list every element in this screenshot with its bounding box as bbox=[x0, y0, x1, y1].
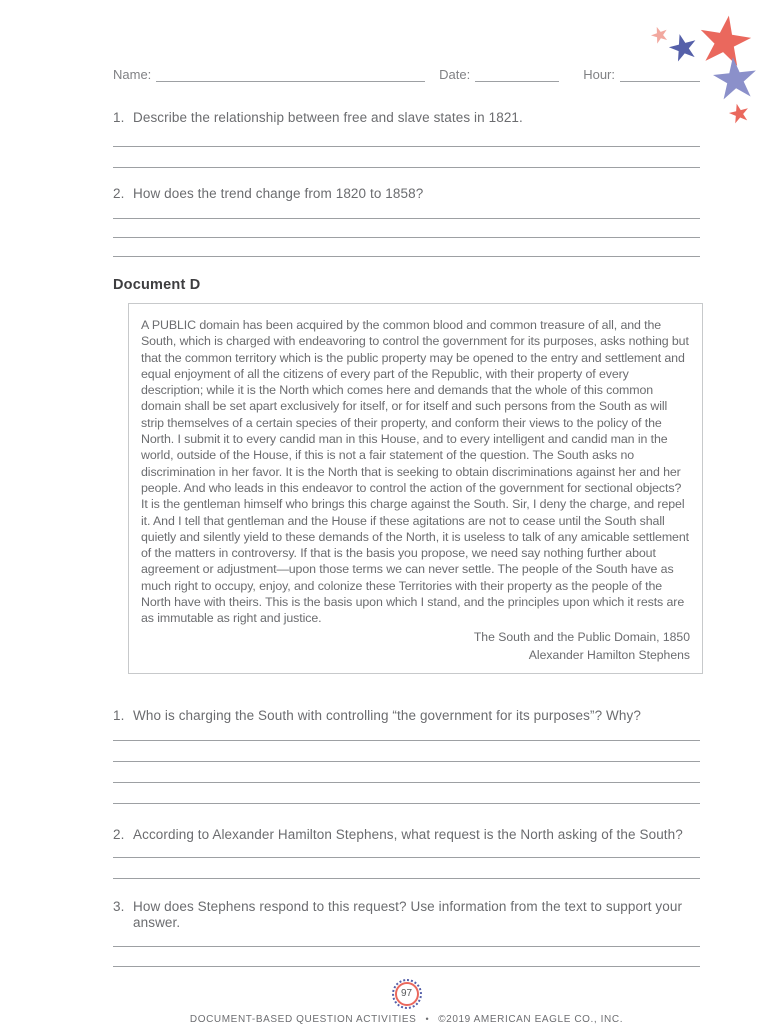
document-body-text: A PUBLIC domain has been acquired by the common blood and common treasure of all, and the South, which is charged with endeavoring to control the government for its purposes, asks nothing but that the common territory which is the public property may be opened to the entry and settlement and equal enjoyment of all the citizens of every part of the Republic, with their property of every description; while it is the North which comes here and demands that the whole of this common domain shall be set apart exclusively for itself, or for itself and such persons from the South as will strip themselves of a certain species of their property, and conform their views to the policy of the North. I submit it to every candid man in this House, and to every intelligent and candid man in the world, outside of the House, if this is not a fair statement of the question. The South asks no discrimination in her favor. It is the North that is seeking to obtain discriminations against her and her people. And who leads in this endeavor to control the action of the government for sectional objects? It is the gentleman himself who brings this charge against the South. Sir, I deny the charge, and repel it. And I tell that gentleman and the House if these agitations are not to cease until the South shall quietly and silently yield to these demands of the North, it is useless to talk of any amicable settlement of the matters in controversy. If that is the basis you propose, we need say nothing further about agreement or adjustment—upon those terms we can never settle. The people of the South have as much right to occupy, enjoy, and colonize these Territories with their property as the people of the North have with theirs. This is the basis upon which I stand, and the principles upon which it rests are as immutable as right and justice. bbox=[141, 318, 689, 626]
question-doc-3 bbox=[113, 899, 700, 931]
document-heading: Document D bbox=[113, 277, 201, 293]
answer-line bbox=[113, 783, 700, 804]
worksheet-content bbox=[113, 0, 700, 1025]
footer-series-label: DOCUMENT-BASED QUESTION ACTIVITIES bbox=[189, 1013, 417, 1025]
footer-copyright: ©2019 AMERICAN EAGLE CO., INC. bbox=[438, 1013, 624, 1025]
document-attribution-source: The South and the Public Domain, 1850 bbox=[473, 629, 690, 644]
header-fill-in-row bbox=[113, 66, 700, 82]
answer-line bbox=[113, 931, 700, 947]
answer-line bbox=[113, 947, 700, 967]
answer-line bbox=[113, 219, 700, 238]
star-icon bbox=[727, 101, 751, 125]
answer-line bbox=[113, 126, 700, 147]
name-label: Name: bbox=[113, 67, 152, 82]
question-text: How does Stephens respond to this request? Use information from the text to support your answer. bbox=[133, 898, 683, 930]
answer-line bbox=[113, 147, 700, 168]
question-text: How does the trend change from 1820 to 1858? bbox=[133, 186, 424, 201]
date-label: Date: bbox=[439, 67, 471, 82]
hour-fill-line bbox=[620, 67, 700, 82]
page-number-ring bbox=[395, 982, 419, 1006]
page-number-badge bbox=[392, 979, 422, 1009]
document-attribution-author: Alexander Hamilton Stephens bbox=[528, 647, 690, 662]
answer-line bbox=[113, 238, 700, 257]
page-number: 97 bbox=[400, 988, 413, 1000]
question-text: According to Alexander Hamilton Stephens, what request is the North asking of the South? bbox=[133, 826, 683, 842]
question-number: 2. bbox=[113, 186, 125, 201]
document-quote-box bbox=[128, 303, 703, 674]
footer-bullet: • bbox=[425, 1013, 430, 1024]
answer-line bbox=[113, 843, 700, 858]
name-fill-line bbox=[156, 67, 425, 82]
question-number: 1. bbox=[113, 110, 125, 125]
date-fill-line bbox=[475, 67, 559, 82]
answer-line bbox=[113, 202, 700, 219]
question-number: 1. bbox=[113, 707, 125, 723]
question-number: 2. bbox=[113, 826, 125, 842]
question-text: Who is charging the South with controlling “the government for its purposes”? Why? bbox=[133, 707, 641, 723]
answer-line bbox=[113, 724, 700, 741]
question-doc-1 bbox=[113, 708, 700, 724]
answer-line bbox=[113, 762, 700, 783]
question-number: 3. bbox=[113, 898, 125, 914]
page-number-badge-wrap bbox=[113, 979, 700, 1009]
question-top-1 bbox=[113, 110, 700, 126]
footer bbox=[113, 1014, 700, 1025]
star-icon bbox=[711, 54, 759, 102]
answer-line bbox=[113, 741, 700, 762]
question-top-2 bbox=[113, 186, 700, 202]
question-doc-2 bbox=[113, 827, 700, 843]
question-text: Describe the relationship between free and slave states in 1821. bbox=[133, 110, 523, 125]
answer-line bbox=[113, 858, 700, 879]
hour-label: Hour: bbox=[583, 67, 615, 82]
